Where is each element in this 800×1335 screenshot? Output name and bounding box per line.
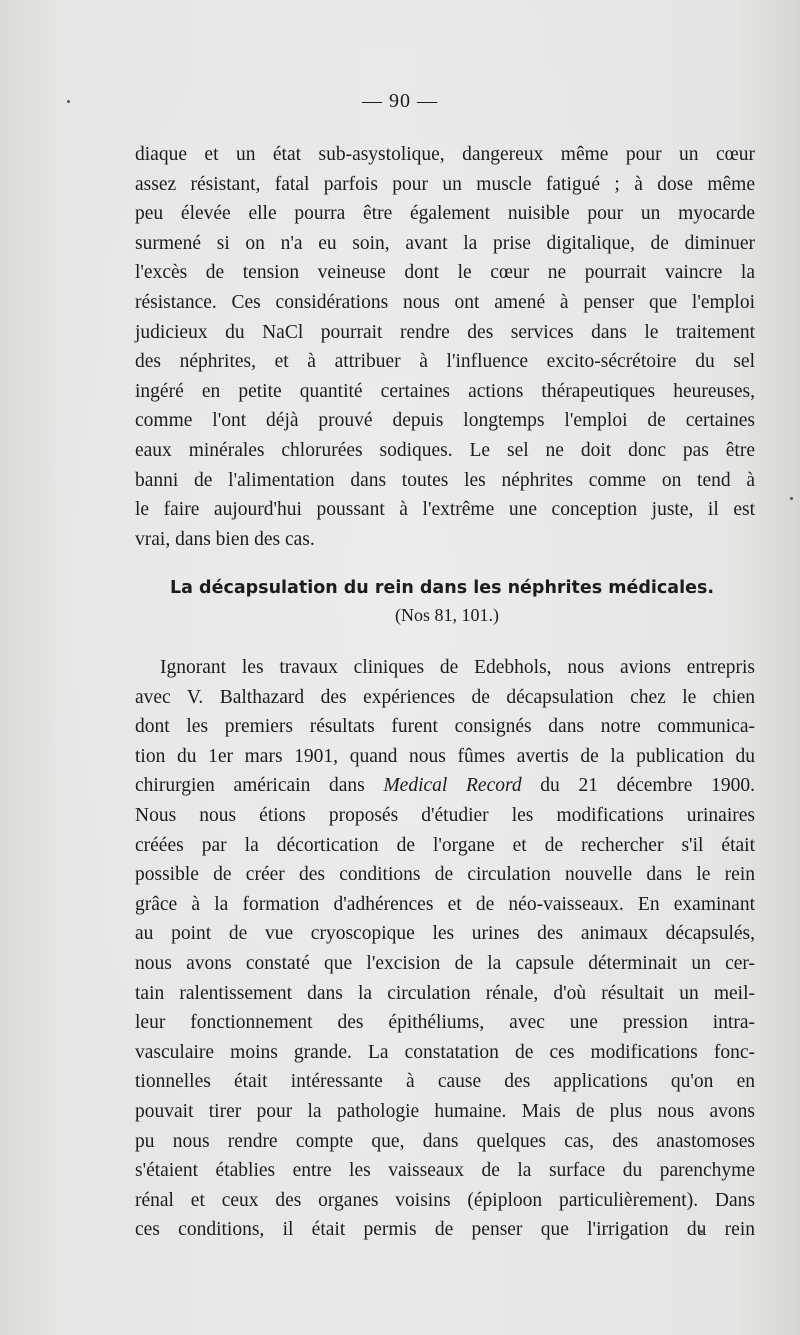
text-line: au point de vue cryoscopique les urines des animaux décapsulés, bbox=[135, 923, 755, 945]
text-line: avec V. Balthazard des expériences de décapsulation chez le chien bbox=[135, 686, 755, 708]
text-line: le faire aujourd'hui poussant à l'extrême une conception juste, il est bbox=[135, 499, 755, 521]
text-line: tain ralentissement dans la circulation rénale, d'où résultait un meil- bbox=[135, 982, 755, 1004]
text-line: pu nous rendre compte que, dans quelques cas, des anastomoses bbox=[135, 1130, 755, 1152]
paragraph-1 bbox=[135, 140, 755, 554]
text-line: nous avons constaté que l'excision de la capsule déterminait un cer- bbox=[135, 952, 755, 974]
section-references: (Nos 81, 101.) bbox=[395, 605, 499, 625]
text-line: ingéré en petite quantité certaines actions thérapeutiques heureuses, bbox=[135, 380, 755, 402]
text-line: judicieux du NaCl pourrait rendre des services dans le traitement bbox=[135, 321, 755, 343]
text-line: banni de l'alimentation dans toutes les néphrites comme on tend à bbox=[135, 469, 755, 491]
text-line: des néphrites, et à attribuer à l'influence excito-sécrétoire du sel bbox=[135, 351, 755, 373]
text-line: comme l'ont déjà prouvé depuis longtemps l'emploi de certaines bbox=[135, 410, 755, 432]
text-line bbox=[135, 771, 755, 801]
journal-title: Medical Record bbox=[383, 775, 522, 797]
text-line: tionnelles était intéressante à cause des applications qu'on en bbox=[135, 1071, 755, 1093]
text-fragment: chirurgien américain dans bbox=[135, 775, 384, 797]
text-line: vasculaire moins grande. La constatation de ces modifications fonc- bbox=[135, 1041, 755, 1063]
text-line: ces conditions, il était permis de penser que l'irrigation du rein bbox=[135, 1219, 755, 1241]
text-line: vrai, dans bien des cas. bbox=[135, 528, 315, 550]
text-line: leur fonctionnement des épithéliums, avec une pression intra- bbox=[135, 1012, 755, 1034]
text-line: rénal et ceux des organes voisins (épiploon particulièrement). Dans bbox=[135, 1189, 755, 1211]
text-line: peu élevée elle pourra être également nuisible pour un myocarde bbox=[135, 203, 755, 225]
text-line: tion du 1er mars 1901, quand nous fûmes avertis de la publication du bbox=[135, 745, 755, 767]
text-line: diaque et un état sub-asystolique, dangereux même pour un cœur bbox=[135, 144, 755, 165]
text-line: eaux minérales chlorurées sodiques. Le sel ne doit donc pas être bbox=[135, 439, 755, 461]
text-line: assez résistant, fatal parfois pour un muscle fatigué ; à dose même bbox=[135, 173, 755, 195]
text-line: Ignorant les travaux cliniques de Edebhols, nous avions entrepris bbox=[160, 657, 755, 678]
text-line: possible de créer des conditions de circulation nouvelle dans le rein bbox=[135, 864, 755, 886]
text-line: l'excès de tension veineuse dont le cœur ne pourrait vaincre la bbox=[135, 262, 755, 284]
text-line: pouvait tirer pour la pathologie humaine. Mais de plus nous avons bbox=[135, 1100, 755, 1122]
text-line: grâce à la formation d'adhérences et de néo-vaisseaux. En examinant bbox=[135, 893, 755, 915]
text-line: dont les premiers résultats furent consignés dans notre communica- bbox=[135, 716, 755, 738]
text-line: créées par la décortication de l'organe et de rechercher s'il était bbox=[135, 834, 755, 856]
paragraph-2 bbox=[135, 653, 755, 1245]
text-fragment: du 21 décembre 1900. bbox=[521, 775, 755, 797]
text-line: Nous nous étions proposés d'étudier les modifications urinaires bbox=[135, 804, 755, 826]
text-line: résistance. Ces considérations nous ont amené à penser que l'emploi bbox=[135, 291, 755, 313]
text-line: s'étaient établies entre les vaisseaux de la surface du parenchyme bbox=[135, 1160, 755, 1182]
scan-speck bbox=[790, 497, 793, 500]
section-heading: La décapsulation du rein dans les néphrites médicales. bbox=[170, 578, 715, 598]
text-line: surmené si on n'a eu soin, avant la prise digitalique, de diminuer bbox=[135, 232, 755, 254]
page-number: — 90 — bbox=[362, 90, 438, 112]
